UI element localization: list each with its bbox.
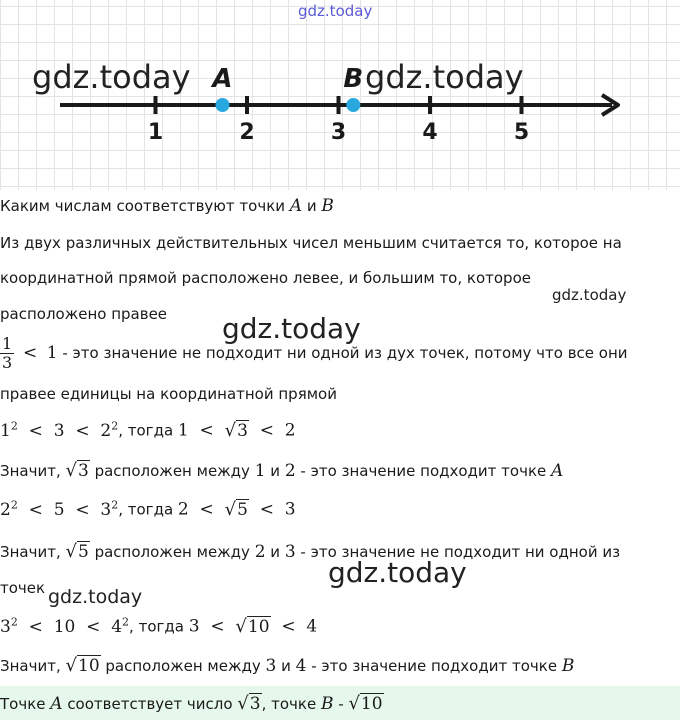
ineq1-mid: 3 <box>53 420 65 441</box>
conclusion1-sqrt: √3 <box>65 460 89 481</box>
fraction-line-2: правее единицы на координатной прямой <box>0 385 337 403</box>
fraction-line-text: - это значение не подходит ни одной из дух точек, потому что все они <box>62 344 628 362</box>
answer-sqrt-a: √3 <box>237 693 261 714</box>
conclusion-3: Значит, √10 расположен между 3 и 4 - это значение подходит точке B <box>0 655 575 676</box>
answer-sqrt-b: √10 <box>348 693 383 714</box>
fraction-one-third <box>0 335 14 372</box>
ineq1-then: , тогда <box>118 421 178 440</box>
question-line <box>0 196 334 216</box>
ineq1-lt4: < <box>259 420 274 441</box>
conclusion2-sqrt: √5 <box>65 541 89 562</box>
watermark-5: gdz.today <box>48 586 143 608</box>
one-value: 1 <box>46 343 58 363</box>
point-label-b: B <box>343 64 364 94</box>
ineq1-lt3: < <box>199 420 214 441</box>
watermark-4: gdz.today <box>328 556 467 589</box>
tick-label-3: 3 <box>330 120 347 145</box>
tick-label-2: 2 <box>239 120 255 145</box>
point-a <box>215 98 229 112</box>
conclusion-2: Значит, √5 расположен между 2 и 3 - это значение не подходит ни одной из <box>0 541 621 562</box>
point-b <box>346 98 360 112</box>
ineq2-sqrt: √5 <box>224 498 248 520</box>
ineq1-lt2: < <box>75 420 90 441</box>
ineq3-sqrt: √10 <box>235 615 270 637</box>
ineq1-sqrt: √3 <box>224 419 248 441</box>
ineq1-a: 1 <box>0 420 11 441</box>
ineq1-exp: 2 <box>10 419 18 432</box>
question-point-a: A <box>289 196 303 216</box>
answer-line: Точке A соответствует число √3, точке B - √10 <box>0 693 383 714</box>
question-text: Каким числам соответствуют точки <box>0 197 290 215</box>
ineq1-b: 2 <box>100 420 112 441</box>
point-label-a: A <box>212 64 233 94</box>
inequality-1 <box>0 414 296 443</box>
question-and: и <box>302 197 322 215</box>
question-point-b: B <box>321 196 334 216</box>
fraction-denominator: 3 <box>2 353 13 372</box>
watermark-3: gdz.today <box>222 312 361 345</box>
ineq1-lo: 1 <box>177 420 189 441</box>
explanation-line-1: Из двух различных действительных чисел меньшим считается то, которое на <box>0 234 622 252</box>
inequality-3: $3^2 < 10 < 4^2$, тогда 3 < √10 < 4 <box>0 615 318 637</box>
ineq1-lt1: < <box>28 420 43 441</box>
less-than: < <box>22 343 38 363</box>
number-line-figure <box>0 0 680 190</box>
tick-label-5: 5 <box>513 120 530 145</box>
answer-box <box>0 686 680 720</box>
watermark-1: gdz.today <box>32 58 191 96</box>
ineq1-exp2: 2 <box>111 419 119 432</box>
conclusion-1: Значит, √3 расположен между 1 и 2 - это значение подходит точке A <box>0 460 564 481</box>
conclusion-2-tail: точек <box>0 579 46 597</box>
explanation-line-2: координатной прямой расположено левее, и большим то, которое <box>0 269 531 287</box>
fraction-numerator: 1 <box>2 334 13 353</box>
tick-label-4: 4 <box>422 120 438 145</box>
inequality-2: $2^2 < 5 < 3^2$, тогда 2 < √5 < 3 <box>0 498 296 520</box>
watermark-2: gdz.today <box>365 58 524 96</box>
watermark-small-1: gdz.today <box>552 286 627 304</box>
explanation-line-3: расположено правее <box>0 305 168 323</box>
fraction-line <box>0 334 628 372</box>
conclusion3-sqrt: √10 <box>65 655 100 676</box>
tick-label-1: 1 <box>147 120 164 145</box>
ineq1-hi: 2 <box>284 420 296 441</box>
watermark-top: gdz.today <box>298 2 373 20</box>
